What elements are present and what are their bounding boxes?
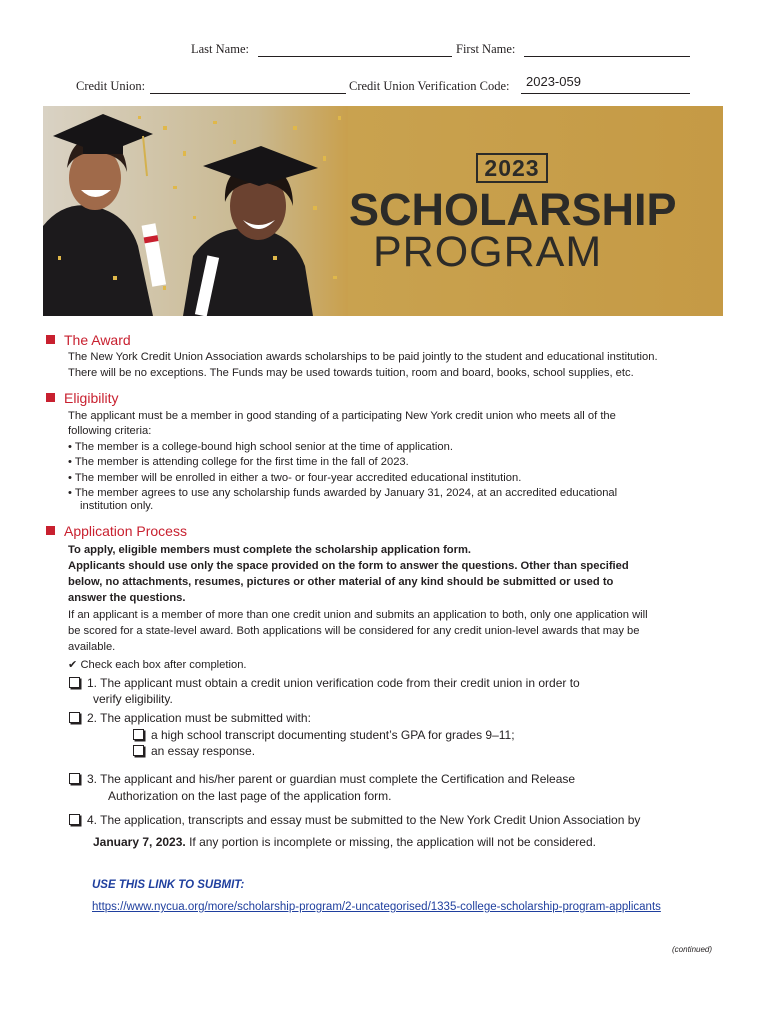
checkbox[interactable] (69, 677, 80, 688)
checkbox[interactable] (133, 745, 144, 756)
verification-code-label: Credit Union Verification Code: (349, 79, 510, 93)
process-para-2: be scored for a state-level award. Both applications will be considered for any credit union-level awards that may be (68, 625, 640, 637)
banner-title: SCHOLARSHIP (349, 184, 677, 235)
award-line-2: There will be no exceptions. The Funds may be used towards tuition, room and board, books, school supplies, etc. (68, 367, 634, 379)
checkbox[interactable] (69, 814, 80, 825)
award-line-1: The New York Credit Union Association awards scholarships to be paid jointly to the student and educational institution. (68, 351, 658, 363)
checklist-item-1-cont: verify eligibility. (93, 692, 173, 706)
eligibility-intro-2: following criteria: (68, 425, 152, 437)
eligibility-bullet: • The member will be enrolled in either a two- or four-year accredited educational institution. (68, 472, 522, 484)
checkbox[interactable] (69, 712, 80, 723)
process-para-1: If an applicant is a member of more than one credit union and submits an application to both, only one application will (68, 609, 648, 621)
deadline-date: January 7, 2023. (93, 835, 186, 849)
submit-label: USE THIS LINK TO SUBMIT: (92, 879, 245, 891)
award-heading: The Award (46, 332, 131, 348)
banner-year: 2023 (476, 153, 548, 183)
checklist-item-3[interactable]: 3. The applicant and his/her parent or guardian must complete the Certification and Release (69, 772, 575, 787)
checklist-item-2[interactable]: 2. The application must be submitted with: (69, 711, 311, 726)
eligibility-intro-1: The applicant must be a member in good standing of a participating New York credit union who meets all of the (68, 410, 616, 422)
process-bold-1: To apply, eligible members must complete the scholarship application form. (68, 544, 472, 556)
checkbox[interactable] (133, 729, 144, 740)
credit-union-field[interactable] (150, 79, 346, 94)
section-square-icon (46, 526, 55, 535)
continued-note: (continued) (672, 945, 713, 954)
verification-code-value: 2023-059 (526, 74, 581, 89)
checklist-item-4-cont: January 7, 2023. If any portion is incomplete or missing, the application will not be considered. (93, 835, 596, 849)
checklist-item-4[interactable]: 4. The application, transcripts and essay must be submitted to the New York Credit Union Association by (69, 813, 640, 828)
eligibility-bullet: • The member is attending college for the first time in the fall of 2023. (68, 456, 409, 468)
submit-link[interactable]: https://www.nycua.org/more/scholarship-program/2-uncategorised/1335-college-scholarship-program-applicants (92, 901, 661, 913)
first-name-field[interactable] (524, 42, 690, 57)
process-bold-4: answer the questions. (68, 592, 186, 604)
last-name-label: Last Name: (191, 42, 249, 56)
process-heading: Application Process (46, 523, 187, 539)
checklist-item-3-cont: Authorization on the last page of the application form. (108, 789, 392, 803)
eligibility-bullet: • The member agrees to use any scholarship funds awarded by January 31, 2024, at an accredited educational (68, 487, 618, 499)
section-square-icon (46, 393, 55, 402)
process-para-3: available. (68, 641, 116, 653)
graduates-photo (43, 106, 348, 316)
checklist-item-1[interactable]: 1. The applicant must obtain a credit union verification code from their credit union in order to (69, 676, 580, 691)
checklist-subitem-essay[interactable]: an essay response. (133, 744, 255, 759)
banner-subtitle: PROGRAM (373, 228, 603, 276)
process-bold-2: Applicants should use only the space provided on the form to answer the questions. Other than specified (68, 560, 629, 572)
last-name-field[interactable] (258, 42, 452, 57)
checklist-subitem-transcript[interactable]: a high school transcript documenting student’s GPA for grades 9–11; (133, 728, 515, 743)
credit-union-label: Credit Union: (76, 79, 146, 93)
eligibility-bullet: • The member is a college-bound high school senior at the time of application. (68, 441, 453, 453)
first-name-label: First Name: (456, 42, 516, 56)
checkbox[interactable] (69, 773, 80, 784)
eligibility-heading: Eligibility (46, 390, 118, 406)
check-note: ✔ Check each box after completion. (68, 659, 247, 671)
process-bold-3: below, no attachments, resumes, pictures or other material of any kind should be submitted or used to (68, 576, 614, 588)
eligibility-bullet-cont: institution only. (80, 500, 154, 512)
section-square-icon (46, 335, 55, 344)
